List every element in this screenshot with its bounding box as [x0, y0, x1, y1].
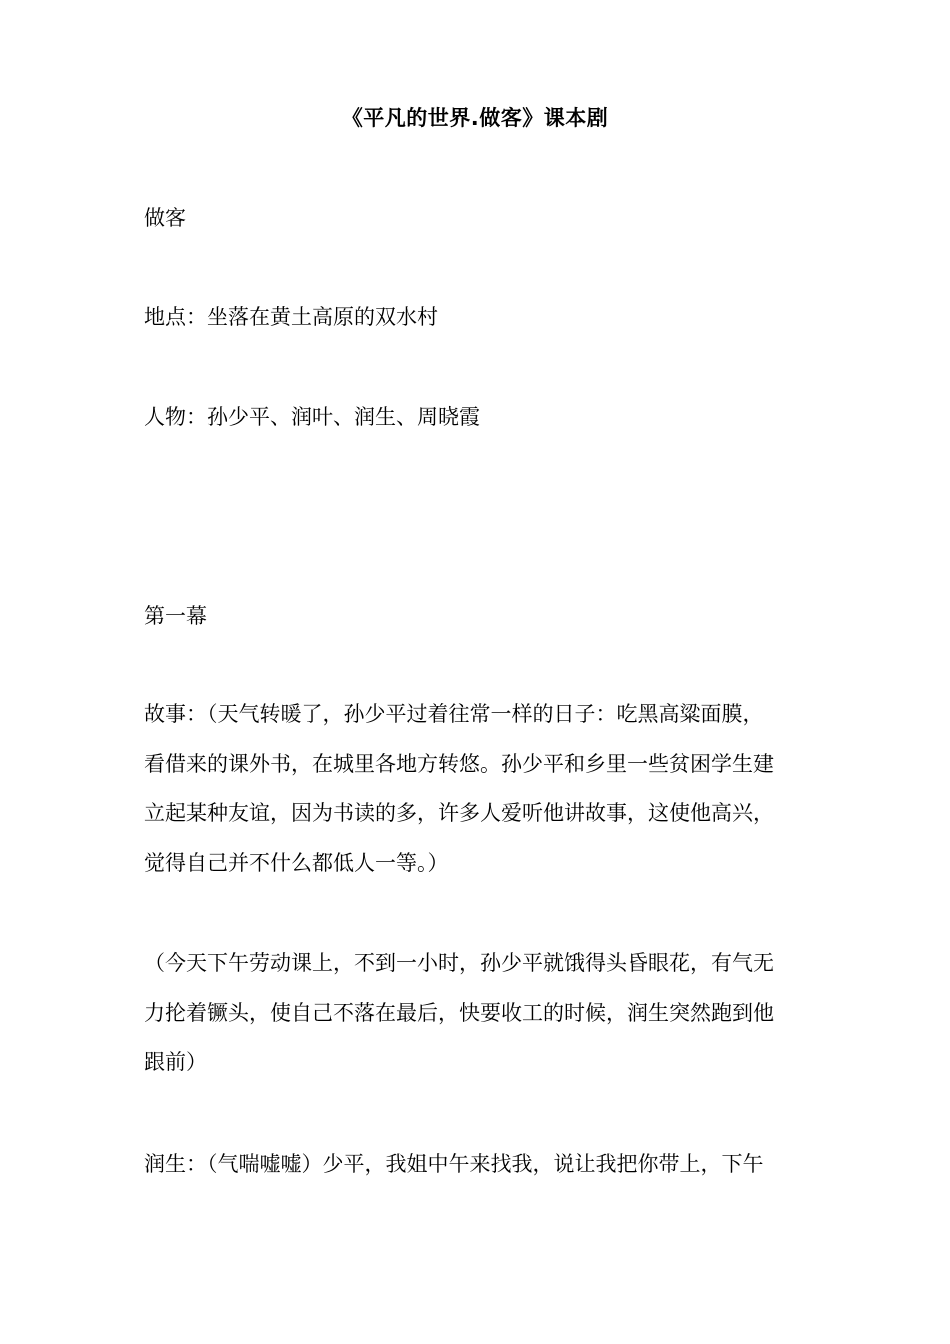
location-line: 地点：坐落在黄土高原的双水村 — [144, 305, 438, 329]
story-paragraph-line: 觉得自己并不什么都低人一等。） — [144, 850, 449, 875]
story-paragraph-line: 立起某种友谊，因为书读的多，许多人爱听他讲故事，这使他高兴， — [144, 801, 774, 825]
story-paragraph-line: 故事：（天气转暖了，孙少平过着往常一样的日子：吃黑高粱面膜， — [144, 702, 764, 726]
stage-direction-line: 力抡着镢头，使自己不落在最后，快要收工的时候，润生突然跑到他 — [144, 1000, 774, 1025]
stage-direction-line: （今天下午劳动课上，不到一小时，孙少平就饿得头昏眼花，有气无 — [144, 951, 774, 975]
story-paragraph-line: 看借来的课外书，在城里各地方转悠。孙少平和乡里一些贫困学生建 — [144, 751, 774, 776]
act-heading: 第一幕 — [144, 604, 207, 628]
stage-direction-paragraph — [144, 939, 824, 1088]
section-heading: 做客 — [144, 206, 186, 230]
dialogue-line: 润生：（气喘嘘嘘）少平，我姐中午来找我，说让我把你带上，下午 — [144, 1152, 764, 1176]
story-paragraph — [144, 690, 824, 888]
stage-direction-line: 跟前） — [144, 1050, 207, 1074]
document-title: 《平凡的世界.做客》课本剧 — [341, 106, 609, 130]
characters-line: 人物：孙少平、润叶、润生、周晓霞 — [144, 405, 480, 429]
